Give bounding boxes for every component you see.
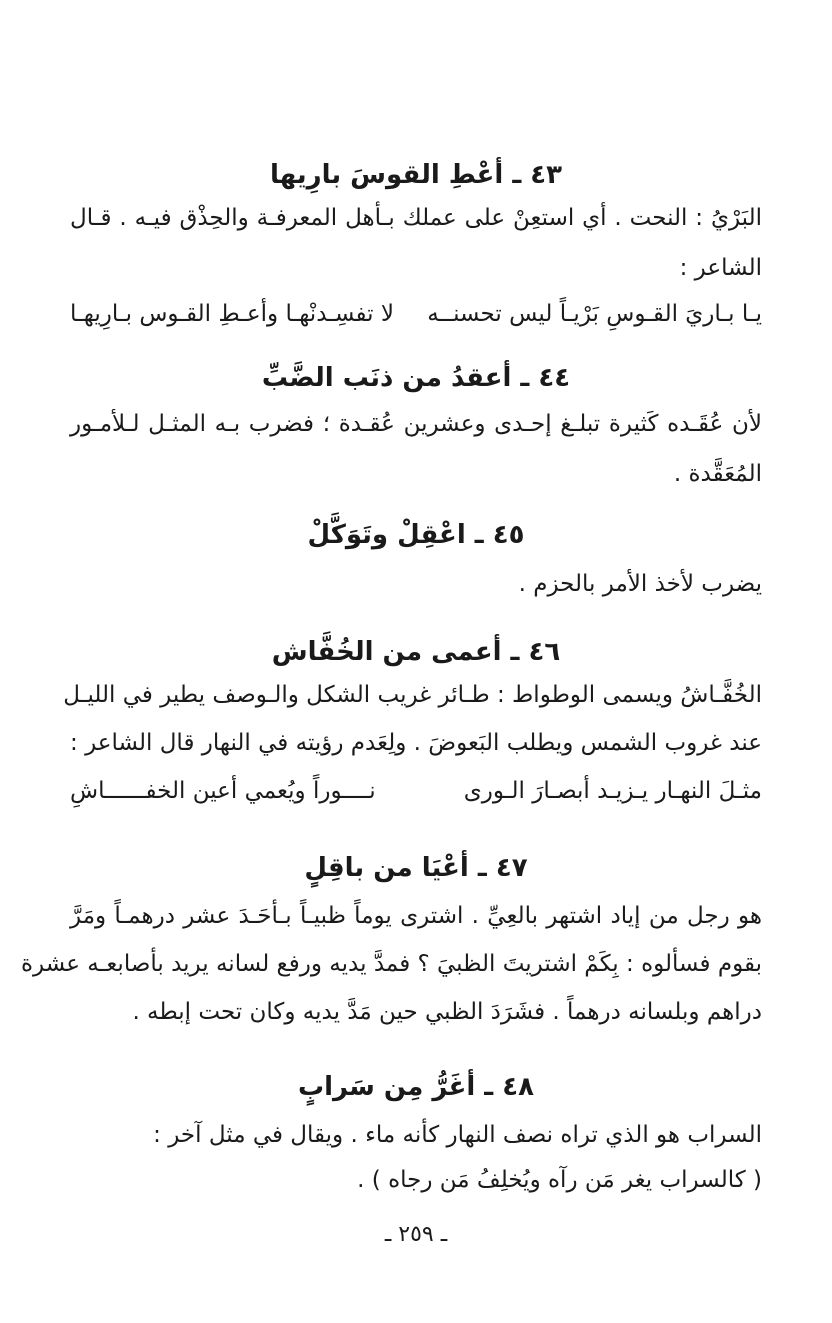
entry-48-text-line-2: ( كالسراب يغر مَن رآه ويُخلِفُ مَن رجاه ) . [357,1167,762,1193]
entry-43-verse-first-hemistich: يـا بـاريَ القـوسِ بَرْيـاً ليس تحسنــه [427,301,762,327]
entry-46-text-line-2: عند غروب الشمس ويطلب البَعوضَ . ولِعَدم رؤيته في النهار قال الشاعر : [70,730,762,756]
entry-47-text-line-2: بقوم فسألوه : بِكَمْ اشتريتَ الظبيَ ؟ فمدَّ يديه ورفع لسانه يريد بأصابعـه عشرة [20,951,762,977]
entry-44-text-line-1: لأن عُقَـده كَثيرة تبلـغ إحـدى وعشرين عُقـدة ؛ فضرب بـه المثـل لـلأمـور [70,411,762,437]
entry-43-text-line-2: الشاعر : [679,255,762,281]
entry-43-verse-second-hemistich: لا تفسِـدنْهـا وأعـطِ القـوس بـارِيهـا [70,301,394,327]
entry-45-heading: ٤٥ ـ اعْقِلْ وتَوَكَّلْ [307,520,525,550]
page-number: ـ ٢٥٩ ـ [384,1222,448,1247]
entry-47-text-line-1: هو رجل من إياد اشتهر بالعِيِّ . اشترى يوماً ظبيـاً بـأحَـدَ عشر درهمـاً ومَرَّ [70,903,762,929]
entry-43-heading: ٤٣ ـ أعْطِ القوسَ بارِيها [269,160,563,190]
entry-47-text-line-3: دراهم وبلسانه درهماً . فشَرَدَ الظبي حين مَدَّ يديه وكان تحت إبطه . [132,999,762,1025]
entry-46-heading: ٤٦ ـ أعمى من الخُفَّاش [271,637,561,667]
entry-48-text-line-1: السراب هو الذي تراه نصف النهار كأنه ماء . ويقال في مثل آخر : [153,1122,762,1148]
entry-46-verse-first-hemistich: مثـلَ النهـار يـزيـد أبصـارَ الـورى [463,778,762,804]
entry-46-verse-second-hemistich: نــــوراً ويُعمي أعين الخفــــــاشِ [70,778,376,804]
entry-43-text-line-1: البَرْيُ : النحت . أي استعِنْ على عملك بـأهل المعرفـة والحِذْق فيـه . قـال [70,205,762,231]
entry-46-text-line-1: الخُفَّـاشُ ويسمى الوطواط : طـائر غريب الشكل والـوصف يطير في الليـل [63,682,762,708]
entry-44-heading: ٤٤ ـ أعقدُ من ذنَب الضَّبِّ [261,363,571,393]
entry-48-heading: ٤٨ ـ أغَرُّ مِن سَرابٍ [298,1072,534,1102]
entry-47-heading: ٤٧ ـ أعْيَا من باقِلٍ [304,853,528,883]
entry-45-text-line-1: يضرب لأخذ الأمر بالحزم . [518,571,762,597]
entry-44-text-line-2: المُعَقَّدة . [673,461,762,487]
